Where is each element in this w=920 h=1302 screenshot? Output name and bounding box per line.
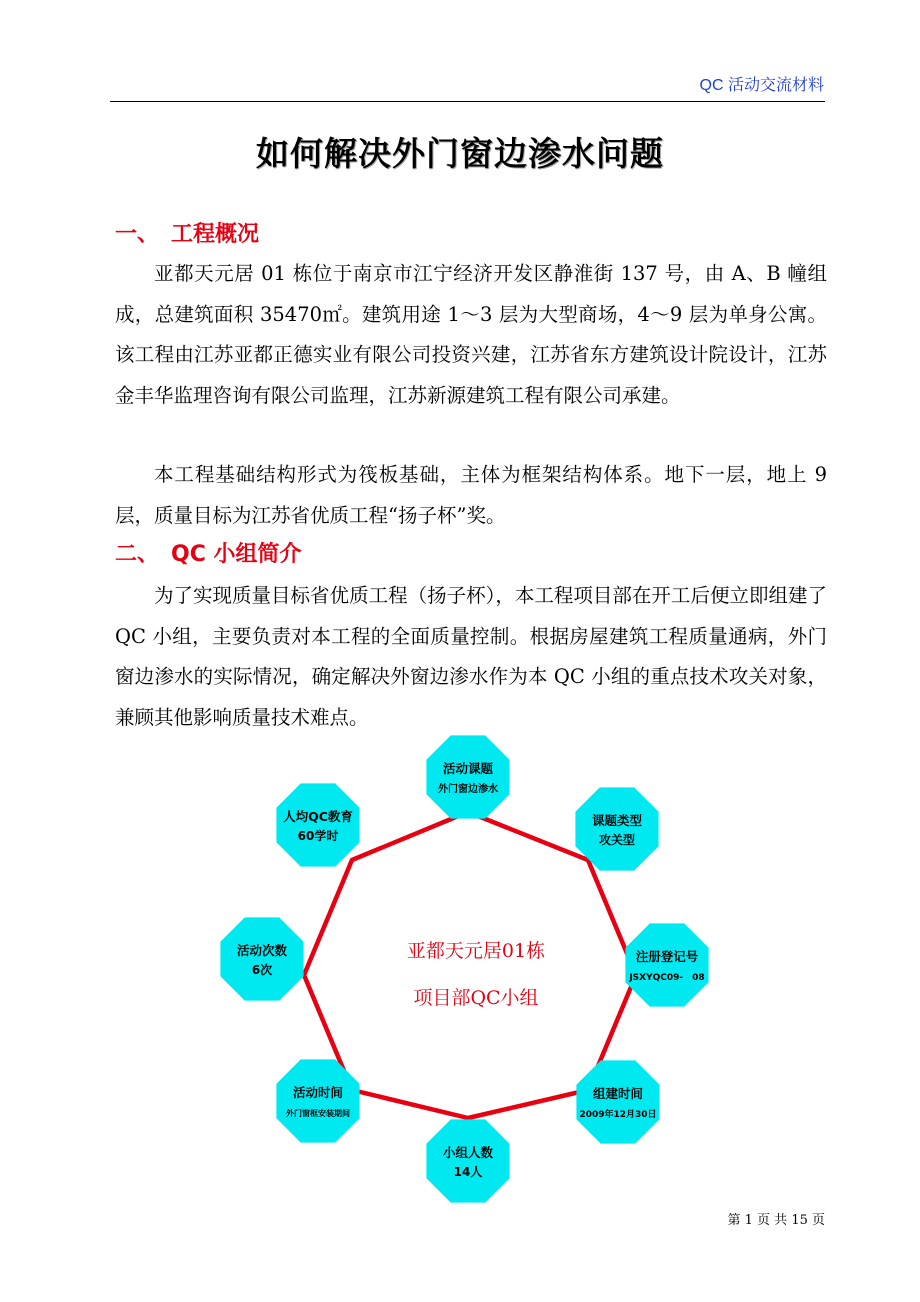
diagram-node <box>426 735 509 818</box>
section-title: QC 小组简介 <box>171 542 302 567</box>
node-value: 2009年12月30日 <box>579 1110 657 1120</box>
center-title-line1: 亚都天元居01栋 <box>406 940 546 962</box>
node-value: 60学时 <box>297 829 339 843</box>
node-octagon-shape <box>276 783 359 866</box>
diagram-node <box>276 1059 359 1142</box>
header-label: QC 活动交流材料 <box>699 77 824 94</box>
node-octagon-shape <box>276 1059 359 1142</box>
node-value: 6次 <box>251 963 273 977</box>
node-value: 外门窗边渗水 <box>438 784 498 795</box>
node-octagon-shape <box>576 1060 659 1143</box>
page-title: 如何解决外门窗边渗水问题 <box>256 134 664 173</box>
node-octagon-shape <box>220 917 303 1000</box>
diagram-node <box>276 783 359 866</box>
section-title: 工程概况 <box>171 222 260 247</box>
node-label: 活动时间 <box>292 1085 344 1100</box>
page-number: 第 1 页 共 15 页 <box>727 1213 825 1228</box>
node-label: 组建时间 <box>592 1086 644 1101</box>
node-value: 外门窗框安装期间 <box>286 1109 350 1118</box>
node-label: 注册登记号 <box>635 949 699 964</box>
diagram-node <box>220 917 303 1000</box>
diagram-node <box>625 923 708 1006</box>
diagram-node <box>426 1119 509 1202</box>
section-number: 二、 <box>115 542 160 567</box>
node-value: JSXYQC09- 08 <box>629 973 705 983</box>
node-octagon-shape <box>575 787 658 870</box>
diagram-node <box>576 1060 659 1143</box>
center-title-line2: 项目部QC小组 <box>413 987 539 1009</box>
node-octagon-shape <box>426 735 509 818</box>
paragraph: 亚都天元居 01 栋位于南京市江宁经济开发区静淮街 137 号，由 A、B 幢组成，总建筑面积 35470㎡。建筑用途 1～3 层为大型商场，4～9 层为单身公寓。该工程由江苏亚都正德实业有限公司投资兴建，江苏省东方建筑设计院设计，江苏金丰华监理咨询有限公司监理，江苏新源建筑工程有限公司承建。 <box>115 262 827 407</box>
paragraph: 本工程基础结构形式为筏板基础，主体为框架结构体系。地下一层，地上 9 层，质量目标为江苏省优质工程“扬子杯”奖。 <box>115 463 827 527</box>
node-octagon-shape <box>426 1119 509 1202</box>
diagram-node <box>575 787 658 870</box>
node-octagon-shape <box>625 923 708 1006</box>
node-value: 14人 <box>453 1165 483 1179</box>
section-number: 一、 <box>115 222 160 247</box>
node-label: 课题类型 <box>591 813 643 828</box>
connector-octagon <box>304 812 636 1118</box>
node-label: 小组人数 <box>442 1145 494 1160</box>
node-label: 人均QC教育 <box>283 809 353 824</box>
node-label: 活动次数 <box>236 943 288 958</box>
paragraph: 为了实现质量目标省优质工程（扬子杯），本工程项目部在开工后便立即组建了 QC 小组，主要负责对本工程的全面质量控制。根据房屋建筑工程质量通病，外门窗边渗水的实际情况，确定解决外窗边渗水作为本 QC 小组的重点技术攻关对象，兼顾其他影响质量技术难点。 <box>115 584 827 729</box>
node-label: 活动课题 <box>442 761 494 776</box>
node-value: 攻关型 <box>598 833 636 847</box>
